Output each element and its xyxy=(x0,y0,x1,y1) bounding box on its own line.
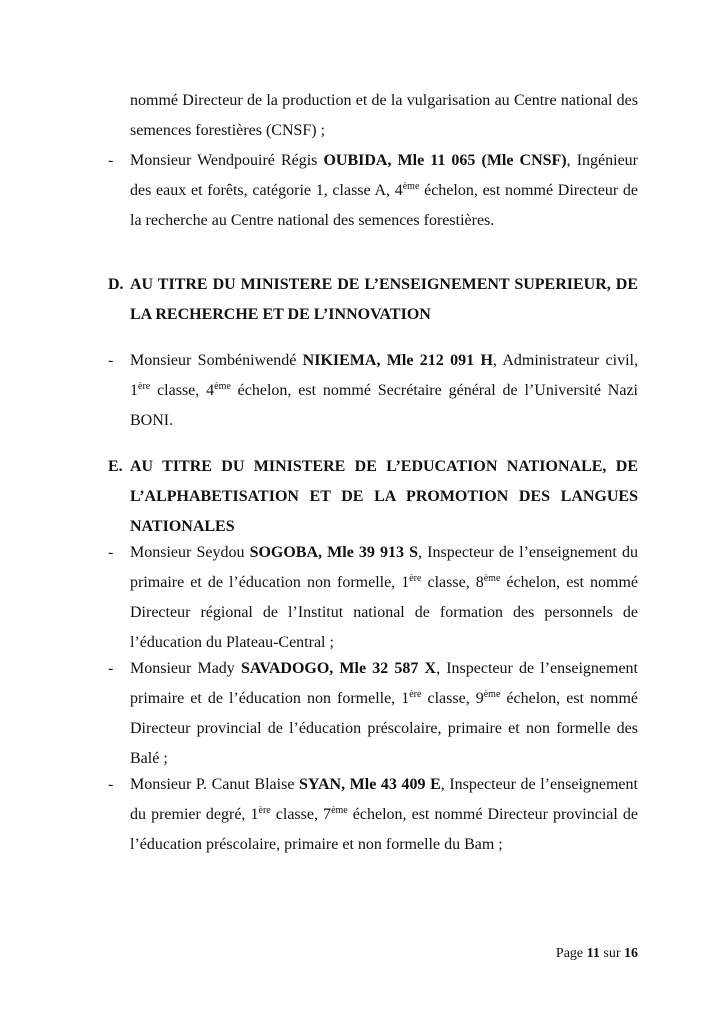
person-name: SAVADOGO, Mle 32 587 X xyxy=(240,660,437,677)
superscript: ère xyxy=(409,689,422,700)
text-suffix: échelon, est nommé Secrétaire général de l’Université Nazi BONI. xyxy=(130,382,638,429)
intro-paragraph xyxy=(130,86,638,146)
superscript: ème xyxy=(483,689,501,700)
person-name: SOGOBA, Mle 39 913 S xyxy=(249,544,419,561)
bullet-dash: - xyxy=(108,776,114,793)
list-item-text xyxy=(130,538,638,658)
text-middle: , Inspecteur de l’enseignement du premier degré, 1 xyxy=(130,776,638,823)
superscript: ère xyxy=(409,573,422,584)
superscript: ème xyxy=(331,805,348,816)
text-middle: classe, 4 xyxy=(150,382,215,399)
superscript: ème xyxy=(402,181,420,192)
list-item-text xyxy=(130,146,638,236)
footer-page-word: Page xyxy=(555,946,584,961)
text-suffix: échelon, est nommé Directeur provincial de l’éducation préscolaire, primaire et non formelle du Bam ; xyxy=(130,806,639,853)
footer-total-pages: 16 xyxy=(624,946,638,961)
text-prefix: Monsieur Sombéniwendé xyxy=(130,352,303,369)
section-letter: E. xyxy=(108,458,123,475)
person-name: OUBIDA, Mle 11 065 (Mle CNSF) xyxy=(323,152,567,169)
text-middle: , Inspecteur de l’enseignement du primaire et de l’éducation non formelle, 1 xyxy=(130,544,638,591)
text-prefix: Monsieur Seydou xyxy=(130,544,250,561)
footer-sur-word: sur xyxy=(603,946,621,961)
list-item-text xyxy=(130,654,638,774)
text-middle: classe, 7 xyxy=(270,806,332,823)
superscript: ème xyxy=(483,573,501,584)
section-title: AU TITRE DU MINISTERE DE L’EDUCATION NATIONALE, DE L’ALPHABETISATION ET DE LA PROMOTION DES LANGUES NATIONALES xyxy=(130,458,638,535)
list-item-text xyxy=(130,346,638,436)
list-item-nikiema xyxy=(108,346,638,436)
footer-page-number: 11 xyxy=(586,946,600,961)
page-footer xyxy=(556,944,638,964)
section-title: AU TITRE DU MINISTERE DE L’ENSEIGNEMENT SUPERIEUR, DE LA RECHERCHE ET DE L’INNOVATION xyxy=(130,276,638,323)
list-item-syan xyxy=(108,770,638,860)
text-middle: , Administrateur civil, 1 xyxy=(130,352,638,399)
superscript: ème xyxy=(214,381,231,392)
bullet-dash: - xyxy=(108,152,114,169)
text-middle: classe, 8 xyxy=(421,574,484,591)
list-item-text xyxy=(130,770,638,860)
person-name: SYAN, Mle 43 409 E xyxy=(299,776,441,793)
bullet-dash: - xyxy=(108,544,114,561)
section-heading-e xyxy=(108,452,638,542)
section-heading-d xyxy=(108,270,638,330)
text-prefix: Monsieur P. Canut Blaise xyxy=(130,776,299,793)
bullet-dash: - xyxy=(108,352,114,369)
text-prefix: Monsieur Mady xyxy=(130,660,241,677)
text-middle: , Inspecteur de l’enseignement primaire et de l’éducation non formelle, 1 xyxy=(130,660,638,707)
list-item-oubida xyxy=(108,146,638,236)
list-item-savadogo xyxy=(108,654,638,774)
text-middle: , Ingénieur des eaux et forêts, catégorie 1, classe A, 4 xyxy=(130,152,639,199)
section-letter: D. xyxy=(108,276,124,293)
bullet-dash: - xyxy=(108,660,114,677)
intro-text: nommé Directeur de la production et de la vulgarisation au Centre national des semences forestières (CNSF) ; xyxy=(130,92,638,139)
superscript: ère xyxy=(258,805,271,816)
text-suffix: échelon, est nommé Directeur régional de l’Institut national de formation des personnels de l’éducation du Plateau-Central ; xyxy=(130,574,639,651)
text-suffix: échelon, est nommé Directeur de la recherche au Centre national des semences forestières. xyxy=(130,182,638,229)
text-middle: classe, 9 xyxy=(421,690,484,707)
list-item-sogoba xyxy=(108,538,638,658)
text-suffix: échelon, est nommé Directeur provincial de l’éducation préscolaire, primaire et non formelle des Balé ; xyxy=(130,690,639,767)
superscript: ère xyxy=(138,381,151,392)
person-name: NIKIEMA, Mle 212 091 H xyxy=(302,352,493,369)
text-prefix: Monsieur Wendpouiré Régis xyxy=(130,152,324,169)
